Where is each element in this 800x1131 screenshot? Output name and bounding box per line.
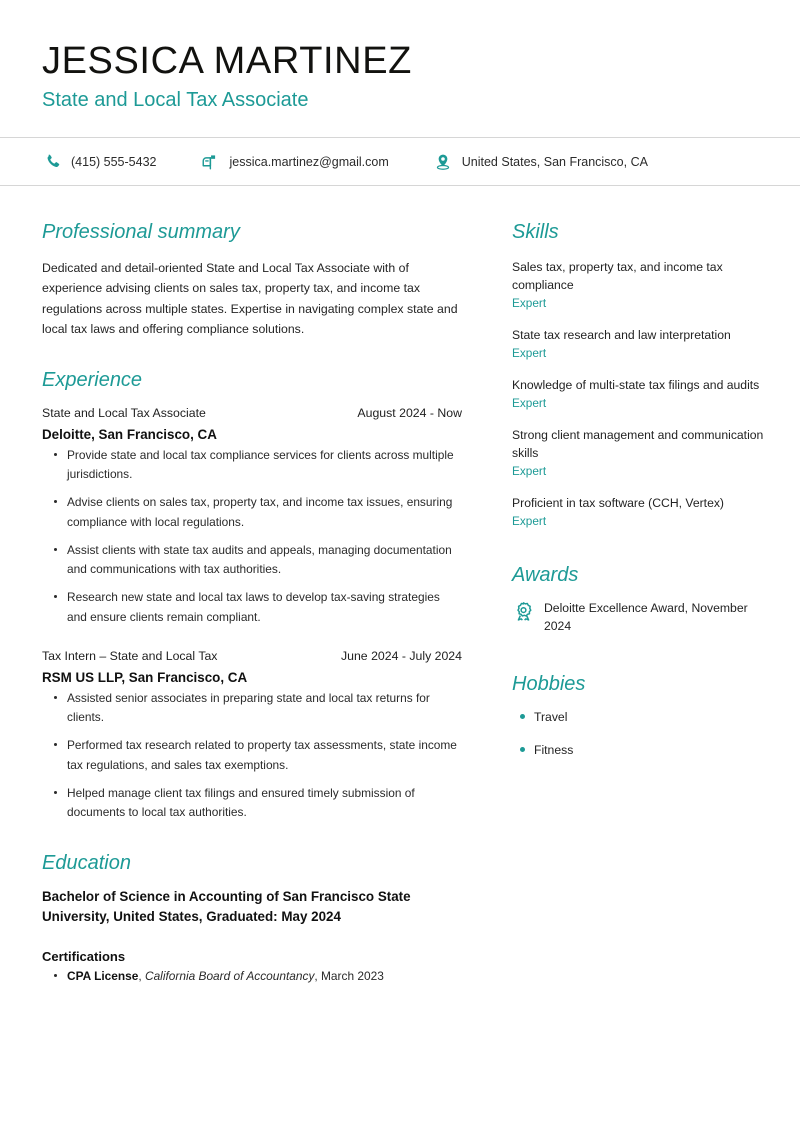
skill-level: Expert [512,396,547,411]
skill-item [512,494,764,531]
experience-bullet: Advise clients on sales tax, property tax, and income tax issues, ensuring compliance with local regulations. [67,493,462,532]
experience-entry [42,406,462,627]
experience-bullet: Assist clients with state tax audits and appeals, managing documentation and communications with tax authorities. [67,541,462,580]
skill-name: Sales tax, property tax, and income tax compliance [512,259,723,292]
section-hobbies [512,672,764,760]
contact-location[interactable] [433,152,648,172]
section-skills [512,220,764,532]
certifications-list [42,967,462,986]
experience-entry [42,649,462,823]
contact-phone[interactable] [42,152,156,172]
experience-job-dates: June 2024 - July 2024 [340,648,462,663]
certification-name: CPA License [67,968,139,983]
experience-bullets [42,446,462,627]
certifications-title: Certifications [42,948,126,964]
award-text: Deloitte Excellence Award, November 2024 [544,601,748,634]
phone-icon [42,152,62,172]
resume-header [0,0,800,137]
skill-level: Expert [512,464,547,479]
skill-level: Expert [512,514,547,529]
award-item [512,599,764,636]
section-title-awards: Awards [512,564,579,587]
contact-phone-value: (415) 555-5432 [71,154,157,169]
experience-bullet: Helped manage client tax filings and ensured timely submission of documents to local tax authorities. [67,784,462,823]
candidate-name: JESSICA MARTINEZ [42,40,412,82]
certification-item: CPA License, California Board of Accountancy, March 2023 [67,967,462,986]
skill-level: Expert [512,296,547,311]
candidate-role: State and Local Tax Associate [42,88,309,111]
certification-date: March 2023 [321,968,384,983]
experience-job-dates: August 2024 - Now [357,405,462,420]
hobbies-list [512,708,764,760]
experience-company: Deloitte, San Francisco, CA [42,426,217,442]
skill-name: Strong client management and communication skills [512,427,764,461]
section-awards [512,563,764,636]
skill-item [512,376,764,413]
skill-level: Expert [512,346,547,361]
section-professional-summary [42,220,462,340]
side-column [512,220,764,760]
experience-bullet: Research new state and local tax laws to develop tax-saving strategies and ensure clients remain compliant. [67,588,462,627]
location-pin-icon [433,152,453,172]
certification-issuer: California Board of Accountancy [144,968,315,983]
skill-name: Knowledge of multi-state tax filings and audits [512,377,760,392]
skill-item [512,326,764,363]
resume-body [0,186,800,986]
hobby-item: Travel [534,708,764,726]
experience-job-title: State and Local Tax Associate [42,405,206,420]
experience-bullet: Provide state and local tax compliance services for clients across multiple jurisdictions. [67,446,462,485]
mailbox-icon [200,152,220,172]
education-degree: Bachelor of Science in Accounting of San Francisco State University, United States, Graduated: May 2024 [42,888,411,924]
contact-bar [0,138,800,185]
experience-entry-header [42,406,462,420]
skill-name: Proficient in tax software (CCH, Vertex) [512,496,724,511]
section-title-hobbies: Hobbies [512,672,586,695]
experience-job-title: Tax Intern – State and Local Tax [42,648,218,663]
skill-item [512,426,764,481]
section-education [42,851,462,986]
section-experience [42,368,462,823]
section-title-skills: Skills [512,220,559,243]
contact-location-value: United States, San Francisco, CA [461,154,648,169]
award-badge-icon [512,600,534,622]
experience-bullets [42,689,462,823]
section-title-experience: Experience [42,368,143,391]
experience-bullet: Performed tax research related to property tax assessments, state income tax regulations, and sales tax exemptions. [67,736,462,775]
section-title-summary: Professional summary [42,220,240,243]
experience-bullet: Assisted senior associates in preparing state and local tax returns for clients. [67,689,462,728]
main-column [42,220,462,986]
skill-name: State tax research and law interpretation [512,327,731,342]
experience-company: RSM US LLP, San Francisco, CA [42,669,248,685]
section-title-education: Education [42,851,131,874]
contact-email[interactable] [200,152,388,172]
experience-entry-header [42,649,462,663]
summary-text: Dedicated and detail-oriented State and Local Tax Associate with of experience advising clients on sales tax, property tax, and income tax regulations across multiple states. Expertise in navigating complex state and local tax laws and offering compliance solutions. [42,260,458,337]
contact-email-value: jessica.martinez@gmail.com [229,154,389,169]
skill-item [512,258,764,313]
hobby-item: Fitness [534,741,764,759]
